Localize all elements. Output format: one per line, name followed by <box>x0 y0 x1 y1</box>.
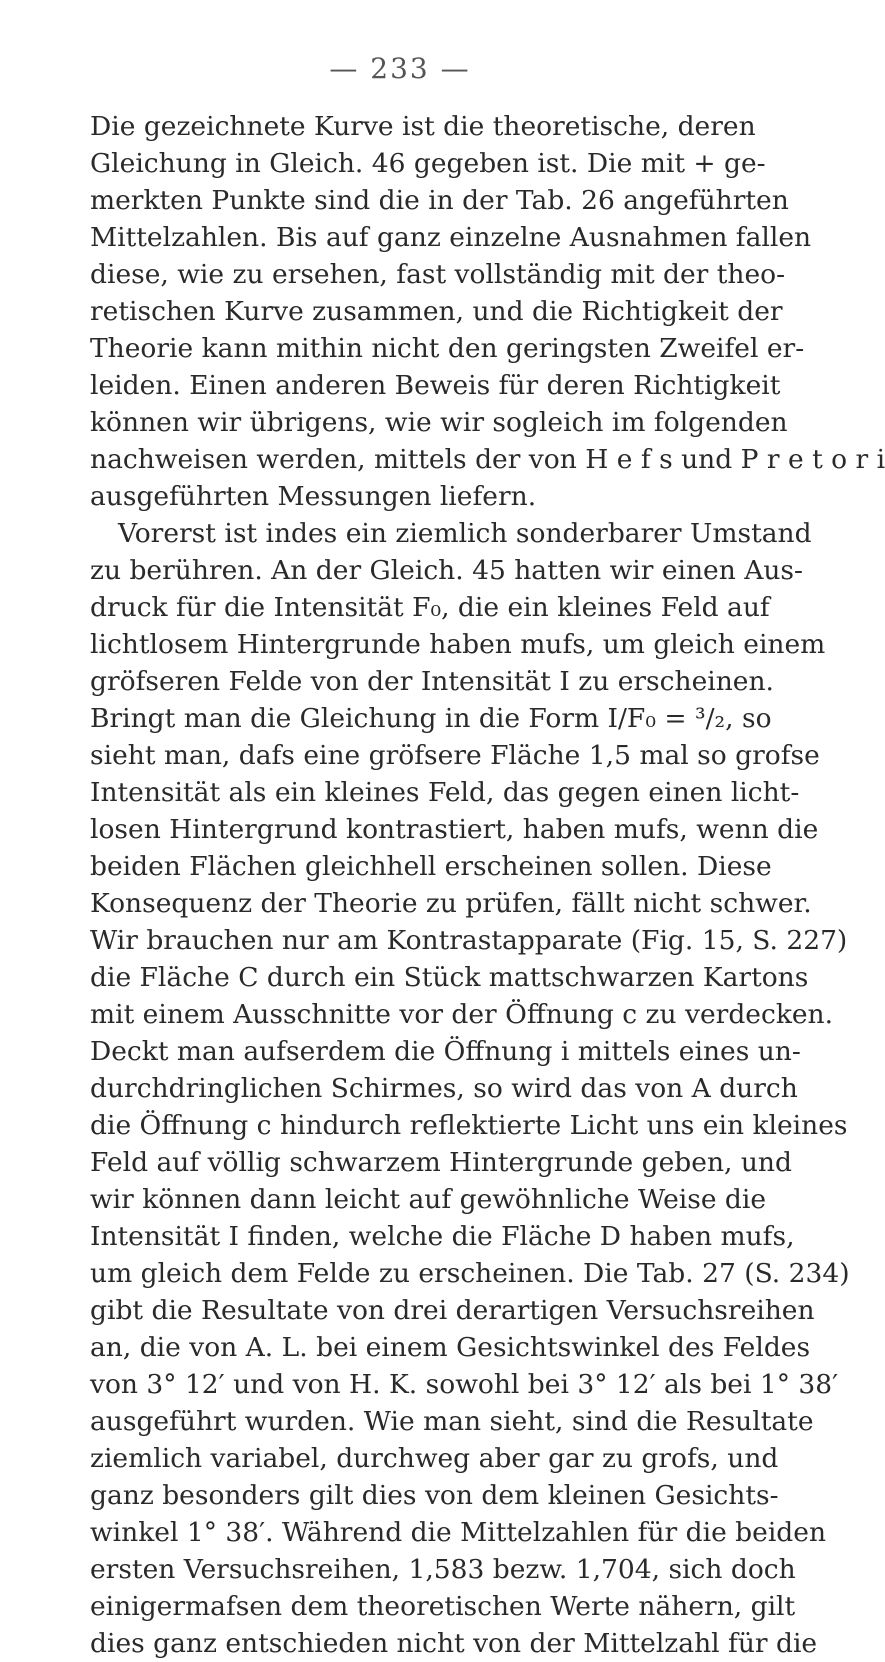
body-text <box>90 108 885 1662</box>
text-line: lichtlosem Hintergrunde haben mufs, um gleich einem <box>90 629 826 660</box>
text-line: wir können dann leicht auf gewöhnliche Weise die <box>90 1184 767 1215</box>
text-line: die Fläche C durch ein Stück mattschwarzen Kartons <box>90 962 809 993</box>
text-line: nachweisen werden, mittels der von H e f s und P r e t o r i <box>90 444 885 475</box>
text-line: ersten Versuchsreihen, 1,583 bezw. 1,704, sich doch <box>90 1554 796 1585</box>
text-line: Intensität I finden, welche die Fläche D haben mufs, <box>90 1221 795 1252</box>
text-line: Feld auf völlig schwarzem Hintergrunde geben, und <box>90 1147 792 1178</box>
text-line: gröfseren Felde von der Intensität I zu erscheinen. <box>90 666 774 697</box>
text-line: Mittelzahlen. Bis auf ganz einzelne Ausnahmen fallen <box>90 222 812 253</box>
text-line: diese, wie zu ersehen, fast vollständig mit der theo- <box>90 259 786 290</box>
text-line: Theorie kann mithin nicht den geringsten Zweifel er- <box>90 333 805 364</box>
text-line: einigermafsen dem theoretischen Werte nähern, gilt <box>90 1591 796 1622</box>
text-line: von 3° 12′ und von H. K. sowohl bei 3° 12′ als bei 1° 38′ <box>90 1369 839 1400</box>
text-line: Vorerst ist indes ein ziemlich sonderbarer Umstand <box>118 518 812 549</box>
text-line: ganz besonders gilt dies von dem kleinen Gesichts- <box>90 1480 779 1511</box>
text-line: ziemlich variabel, durchweg aber gar zu grofs, und <box>90 1443 779 1474</box>
text-line: können wir übrigens, wie wir sogleich im folgenden <box>90 407 788 438</box>
text-line: leiden. Einen anderen Beweis für deren Richtigkeit <box>90 370 781 401</box>
text-line: mit einem Ausschnitte vor der Öffnung c zu verdecken. <box>90 999 834 1030</box>
text-line: Bringt man die Gleichung in die Form I/F₀ = ³/₂, so <box>90 703 772 734</box>
text-line: zu berühren. An der Gleich. 45 hatten wir einen Aus- <box>90 555 803 586</box>
text-line: sieht man, dafs eine gröfsere Fläche 1,5 mal so grofse <box>90 740 820 771</box>
text-line: um gleich dem Felde zu erscheinen. Die Tab. 27 (S. 234) <box>90 1258 850 1289</box>
text-line: durchdringlichen Schirmes, so wird das von A durch <box>90 1073 798 1104</box>
text-line: Deckt man aufserdem die Öffnung i mittels eines un- <box>90 1036 801 1067</box>
text-line: ausgeführten Messungen liefern. <box>90 481 537 512</box>
text-line: druck für die Intensität F₀, die ein kleines Feld auf <box>90 592 770 623</box>
text-line: gibt die Resultate von drei derartigen Versuchsreihen <box>90 1295 815 1326</box>
text-line: retischen Kurve zusammen, und die Richtigkeit der <box>90 296 783 327</box>
text-line: Wir brauchen nur am Kontrastapparate (Fig. 15, S. 227) <box>90 925 848 956</box>
text-line: winkel 1° 38′. Während die Mittelzahlen für die beiden <box>90 1517 827 1548</box>
page-number-header: — 233 — <box>329 52 471 85</box>
text-line: merkten Punkte sind die in der Tab. 26 angeführten <box>90 185 789 216</box>
text-line: beiden Flächen gleichhell erscheinen sollen. Diese <box>90 851 772 882</box>
text-line: an, die von A. L. bei einem Gesichtswinkel des Feldes <box>90 1332 811 1363</box>
text-line: Konsequenz der Theorie zu prüfen, fällt nicht schwer. <box>90 888 812 919</box>
text-line: Intensität als ein kleines Feld, das gegen einen licht- <box>90 777 800 808</box>
text-line: dies ganz entschieden nicht von der Mittelzahl für die <box>90 1628 818 1659</box>
text-line: die Öffnung c hindurch reflektierte Licht uns ein kleines <box>90 1110 848 1141</box>
text-line: ausgeführt wurden. Wie man sieht, sind die Resultate <box>90 1406 814 1437</box>
text-line: Die gezeichnete Kurve ist die theoretische, deren <box>90 111 756 142</box>
text-line: losen Hintergrund kontrastiert, haben mufs, wenn die <box>90 814 819 845</box>
text-line: Gleichung in Gleich. 46 gegeben ist. Die mit + ge- <box>90 148 766 179</box>
